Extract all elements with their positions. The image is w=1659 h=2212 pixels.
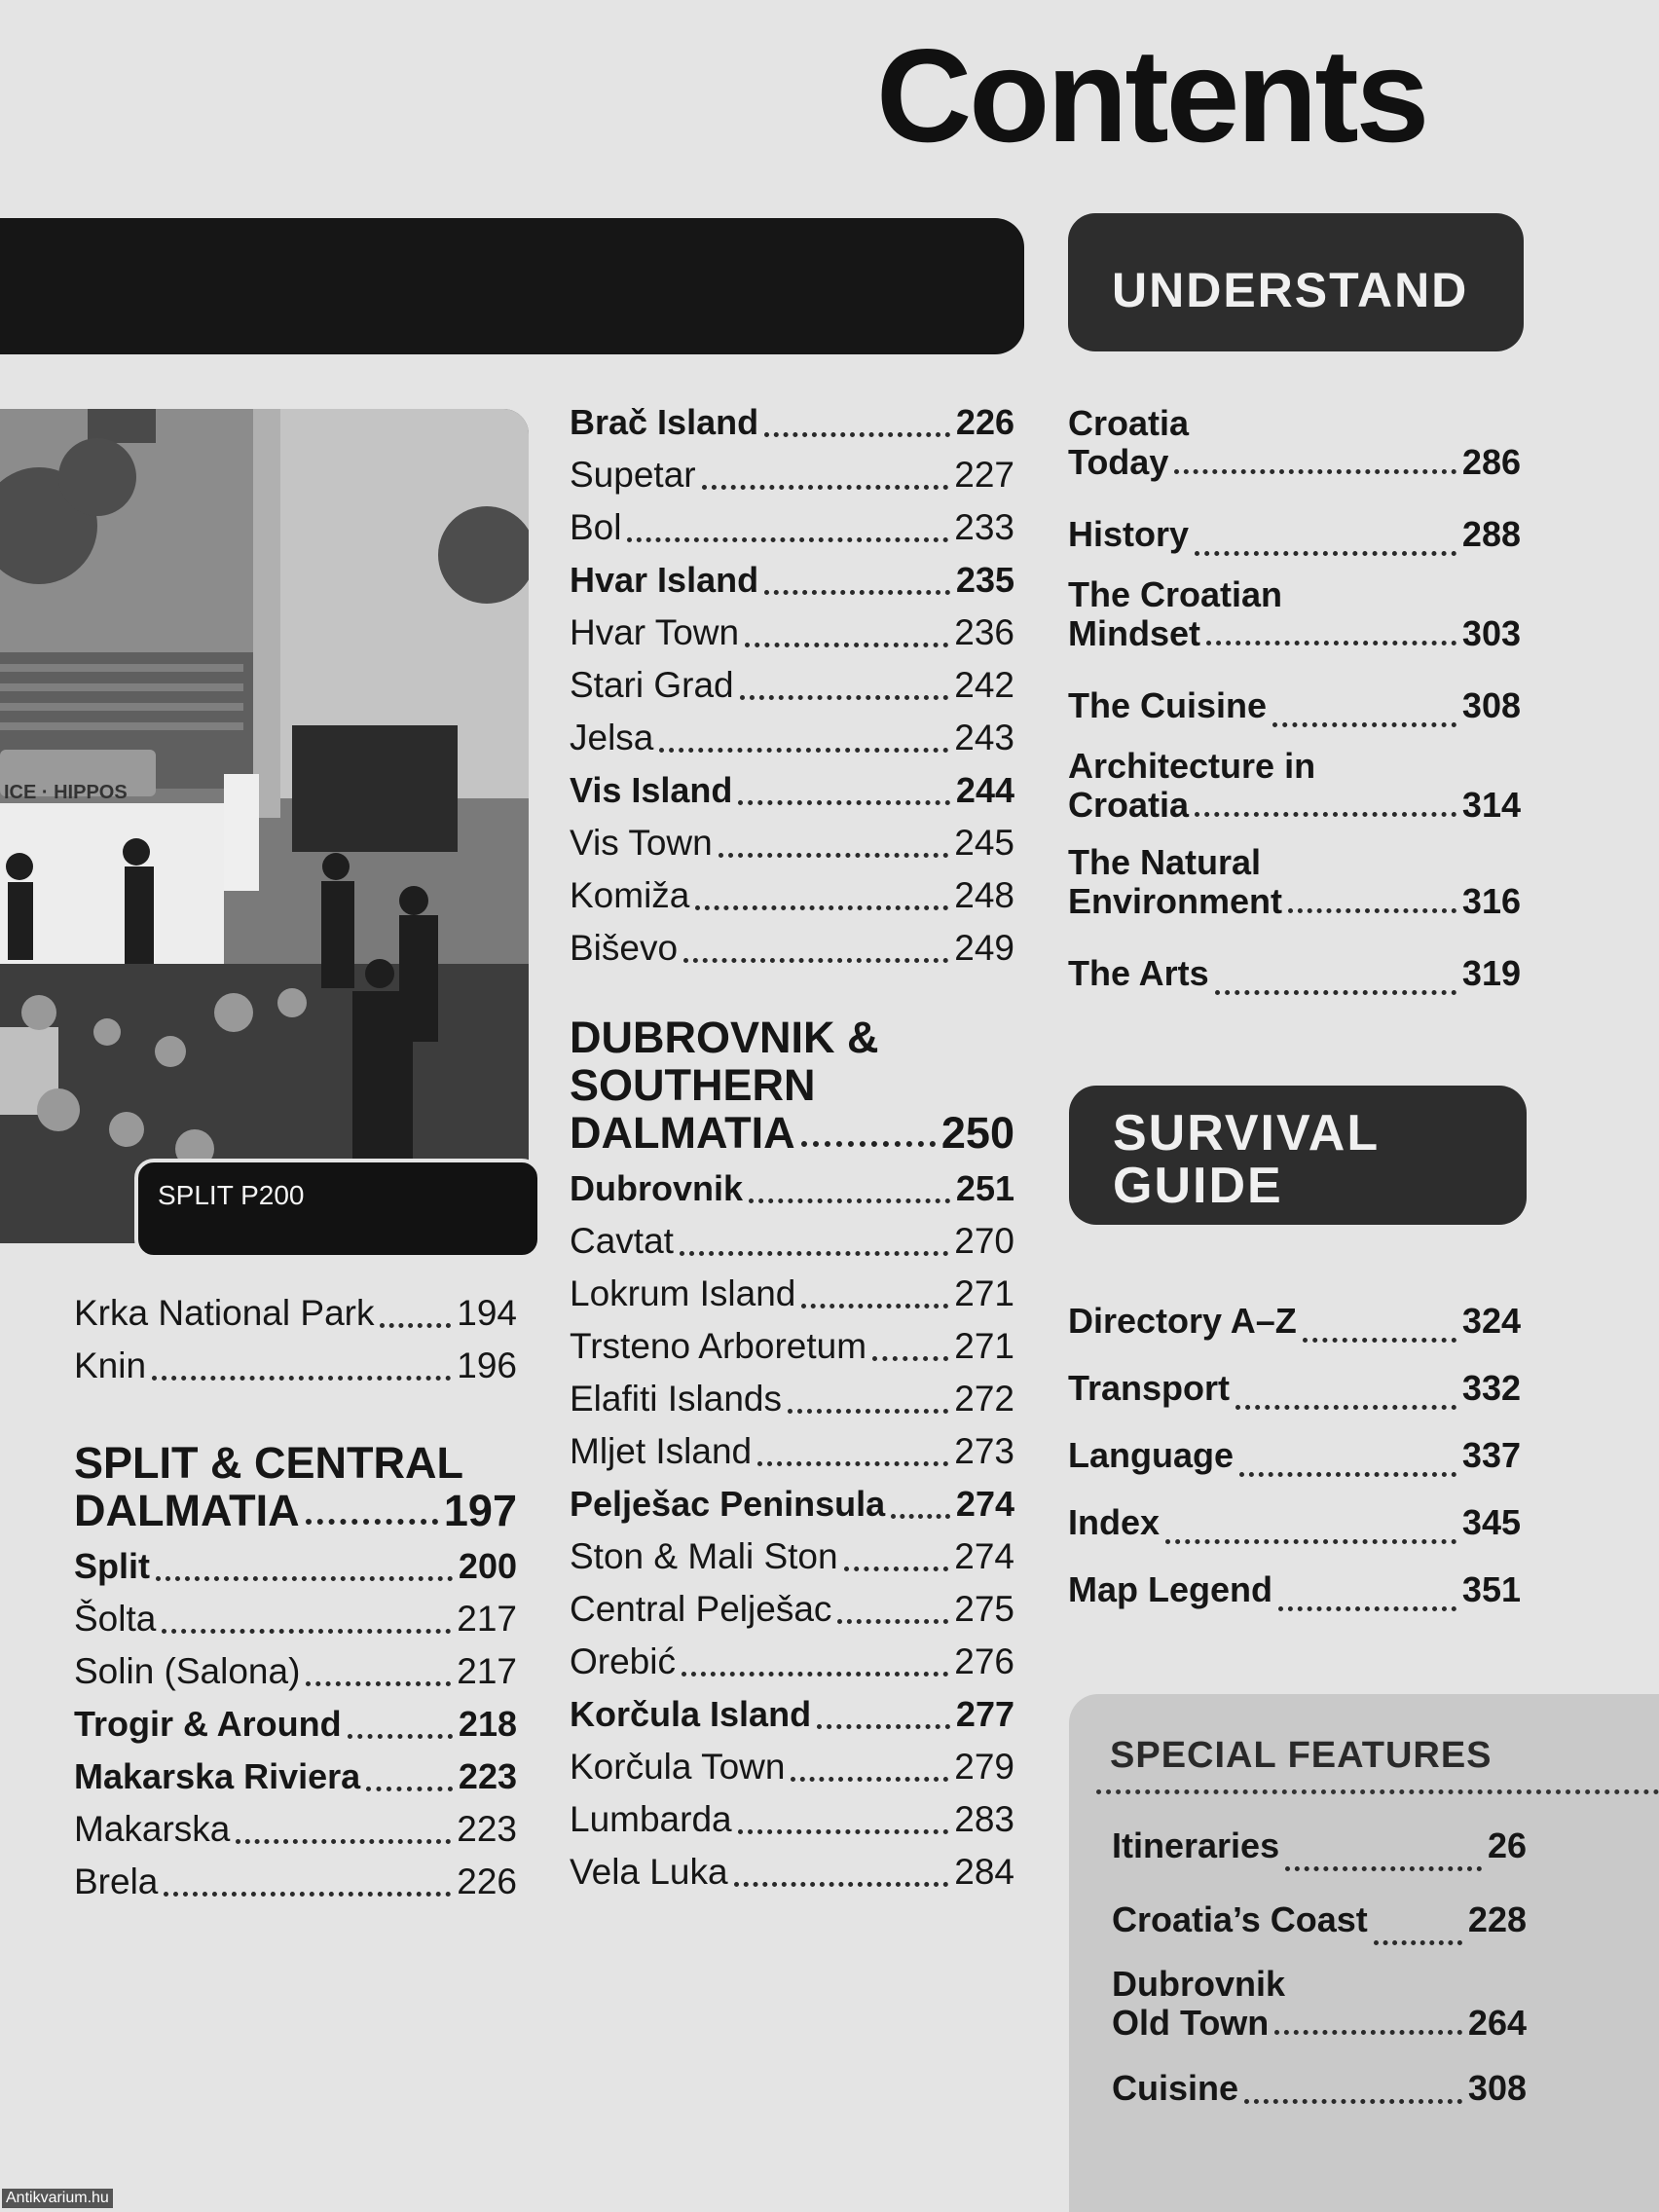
toc-entry-name: Orebić	[570, 1641, 676, 1681]
toc-entry[interactable]	[1068, 1556, 1521, 1623]
chapter-heading[interactable]	[570, 1014, 1014, 1157]
toc-entry-name: Komiža	[570, 875, 690, 915]
toc-entry[interactable]	[1068, 843, 1521, 921]
toc-entry[interactable]	[1112, 1965, 1527, 2043]
leader-dots	[757, 1461, 948, 1466]
leader-dots	[1239, 1472, 1456, 1477]
leader-dots	[164, 1892, 451, 1897]
toc-entry-page: 316	[1461, 881, 1521, 921]
toc-entry-name: Index	[1068, 1502, 1161, 1542]
toc-entry-name: Lumbarda	[570, 1799, 732, 1839]
toc-entry-page: 283	[954, 1799, 1014, 1839]
toc-entry-name: Old Town	[1112, 2003, 1270, 2043]
market-photo	[0, 409, 529, 1243]
toc-entry[interactable]	[1068, 1354, 1521, 1421]
leader-dots	[734, 1882, 949, 1887]
toc-entry-name: Croatia	[1068, 403, 1190, 443]
toc-entry-page: 226	[955, 402, 1014, 442]
toc-entry-page: 345	[1461, 1502, 1521, 1542]
leader-dots	[1195, 551, 1456, 556]
toc-entry-name: Language	[1068, 1435, 1235, 1475]
toc-entry[interactable]	[74, 1803, 517, 1856]
toc-entry-name: Supetar	[570, 455, 696, 495]
leader-dots	[801, 1141, 936, 1147]
leader-dots	[702, 485, 949, 490]
toc-entry-page: 223	[458, 1756, 517, 1796]
toc-entry-page: 244	[955, 770, 1014, 810]
special-features-title: SPECIAL FEATURES	[1110, 1735, 1493, 1776]
toc-entry-name: Krka National Park	[74, 1293, 375, 1333]
toc-entry[interactable]	[570, 1268, 1014, 1320]
toc-entry-page: 288	[1461, 514, 1521, 554]
leader-dots	[801, 1304, 948, 1309]
toc-entry-name: The Arts	[1068, 953, 1209, 993]
leader-dots	[1235, 1405, 1456, 1410]
chapter-heading-line: DALMATIA	[74, 1486, 300, 1535]
toc-entry-name: Pelješac Peninsula	[570, 1484, 886, 1524]
toc-entry-page: 242	[954, 665, 1014, 705]
toc-entry[interactable]	[74, 1751, 517, 1803]
leader-dots	[682, 1672, 948, 1677]
leader-dots	[1303, 1338, 1456, 1343]
leader-dots	[1288, 908, 1456, 913]
toc-entry-name: The Natural	[1068, 842, 1262, 882]
toc-entry-page: 332	[1461, 1368, 1521, 1408]
toc-entry[interactable]	[74, 1593, 517, 1645]
toc-entry-name: Mljet Island	[570, 1431, 753, 1471]
page-title: Contents	[876, 21, 1427, 169]
toc-entry[interactable]	[570, 1846, 1014, 1899]
leader-dots	[738, 800, 950, 805]
toc-entry[interactable]	[570, 869, 1014, 922]
toc-entry[interactable]	[570, 1583, 1014, 1636]
leader-dots	[740, 695, 949, 700]
toc-entry-name: Croatia’s Coast	[1112, 1899, 1368, 1939]
header-bar	[0, 218, 1024, 354]
toc-entry[interactable]	[570, 1688, 1014, 1741]
toc-entry-name: Itineraries	[1112, 1825, 1280, 1865]
understand-list	[1068, 396, 1521, 1007]
toc-entry-name: Vis Island	[570, 770, 733, 810]
leader-dots	[1215, 990, 1456, 995]
toc-entry-page: 277	[955, 1694, 1014, 1734]
toc-entry-name: Brač Island	[570, 402, 759, 442]
toc-entry-page: 227	[954, 455, 1014, 495]
toc-entry[interactable]	[1068, 1287, 1521, 1354]
leader-dots	[1285, 1866, 1482, 1871]
toc-entry[interactable]	[1068, 1489, 1521, 1556]
toc-entry-page: 308	[1467, 2068, 1527, 2108]
toc-entry-page: 196	[457, 1346, 517, 1385]
toc-entry[interactable]	[570, 554, 1014, 607]
toc-entry-page: 217	[457, 1651, 517, 1691]
toc-entry-page: 264	[1467, 2003, 1527, 2043]
toc-entry-page: 226	[457, 1862, 517, 1901]
toc-entry-page: 286	[1461, 442, 1521, 482]
leader-dots	[306, 1519, 438, 1525]
toc-entry[interactable]	[1068, 672, 1521, 739]
leader-dots	[1278, 1606, 1456, 1611]
toc-entry[interactable]	[74, 1340, 517, 1392]
survival-guide-list	[1068, 1287, 1521, 1623]
leader-dots	[872, 1356, 948, 1361]
leader-dots	[788, 1409, 948, 1414]
toc-entry-page: 279	[954, 1747, 1014, 1787]
toc-entry[interactable]	[1112, 1883, 1527, 1957]
leader-dots	[764, 590, 950, 595]
toc-entry-name: Jelsa	[570, 718, 654, 757]
leader-dots	[156, 1576, 453, 1581]
toc-entry[interactable]	[570, 764, 1014, 817]
toc-entry-page: 308	[1461, 685, 1521, 725]
toc-entry-name: Solin (Salona)	[74, 1651, 301, 1691]
section-header-understand: UNDERSTAND	[1068, 213, 1524, 351]
leader-dots	[844, 1567, 949, 1571]
toc-entry-page: 223	[457, 1809, 517, 1849]
toc-entry-page: 276	[954, 1641, 1014, 1681]
toc-entry-page: 324	[1461, 1301, 1521, 1341]
toc-entry-page: 200	[458, 1546, 517, 1586]
toc-entry-name: Cuisine	[1112, 2068, 1239, 2108]
toc-entry[interactable]	[570, 1793, 1014, 1846]
toc-entry-name: Knin	[74, 1346, 147, 1385]
toc-entry-name: Environment	[1068, 881, 1283, 921]
leader-dots	[627, 537, 948, 542]
toc-entry[interactable]	[74, 1856, 517, 1908]
toc-entry-name: Croatia	[1068, 785, 1190, 825]
toc-entry-name: Hvar Town	[570, 612, 740, 652]
chapter-heading-line: SPLIT & CENTRAL	[74, 1438, 463, 1488]
toc-entry-page: 249	[954, 928, 1014, 968]
chapter-heading-line: DUBROVNIK &	[570, 1013, 879, 1062]
toc-entry[interactable]	[570, 449, 1014, 501]
toc-entry[interactable]	[570, 659, 1014, 712]
leader-dots	[683, 958, 948, 963]
toc-entry[interactable]	[1112, 2061, 1527, 2116]
toc-entry-page: 251	[955, 1168, 1014, 1208]
leader-dots	[162, 1629, 451, 1634]
toc-entry-name: Biševo	[570, 928, 679, 968]
toc-entry[interactable]	[570, 607, 1014, 659]
chapter-heading-line: SOUTHERN	[570, 1060, 816, 1110]
toc-entry-name: Korčula Island	[570, 1694, 812, 1734]
toc-entry-page: 273	[954, 1431, 1014, 1471]
toc-entry[interactable]	[570, 1530, 1014, 1583]
toc-entry-page: 194	[457, 1293, 517, 1333]
toc-entry-name: Vela Luka	[570, 1852, 728, 1892]
chapter-heading-line: DALMATIA	[570, 1108, 795, 1158]
leader-dots	[745, 643, 948, 647]
leader-dots	[680, 1251, 948, 1256]
toc-entry[interactable]	[570, 1636, 1014, 1688]
leader-dots	[817, 1724, 950, 1729]
toc-entry-page: 248	[954, 875, 1014, 915]
toc-entry-name: Dubrovnik	[570, 1168, 744, 1208]
toc-entry-name: Architecture in	[1068, 746, 1316, 786]
leader-dots	[1195, 812, 1456, 817]
toc-entry[interactable]	[74, 1645, 517, 1698]
leader-dots	[749, 1198, 950, 1203]
watermark: Antikvarium.hu	[2, 2189, 113, 2208]
leader-dots	[659, 748, 948, 753]
toc-entry[interactable]	[570, 817, 1014, 869]
toc-entry-name: Directory A–Z	[1068, 1301, 1297, 1341]
chapter-heading[interactable]	[74, 1439, 517, 1534]
leader-dots	[1244, 2099, 1462, 2104]
toc-entry[interactable]	[1068, 940, 1521, 1007]
toc-entry-page: 236	[954, 612, 1014, 652]
toc-entry-name: Brela	[74, 1862, 159, 1901]
toc-entry-name: Lokrum Island	[570, 1273, 796, 1313]
toc-entry-name: Trogir & Around	[74, 1704, 342, 1744]
toc-entry[interactable]	[1112, 1809, 1527, 1883]
toc-entry-name: History	[1068, 514, 1190, 554]
dotted-divider	[1096, 1789, 1659, 1794]
toc-entry[interactable]	[570, 712, 1014, 764]
leader-dots	[236, 1839, 451, 1844]
photo-caption: SPLIT P200	[134, 1159, 541, 1259]
toc-entry-name: Elafiti Islands	[570, 1379, 782, 1419]
toc-entry-name: Trsteno Arboretum	[570, 1326, 867, 1366]
leader-dots	[1206, 641, 1456, 645]
toc-entry[interactable]	[74, 1287, 517, 1340]
toc-entry[interactable]	[570, 1478, 1014, 1530]
toc-entry-name: Split	[74, 1546, 150, 1586]
toc-entry-name: Mindset	[1068, 613, 1201, 653]
toc-entry[interactable]	[570, 1741, 1014, 1793]
toc-entry[interactable]	[570, 501, 1014, 554]
leader-dots	[695, 905, 948, 910]
toc-entry[interactable]	[570, 1215, 1014, 1268]
toc-entry-page: 319	[1461, 953, 1521, 993]
toc-entry[interactable]	[570, 1320, 1014, 1373]
contents-column-2	[570, 396, 1014, 1899]
toc-entry-page: 337	[1461, 1435, 1521, 1475]
toc-entry-page: 233	[954, 507, 1014, 547]
toc-entry-page: 284	[954, 1852, 1014, 1892]
toc-entry[interactable]	[1068, 575, 1521, 653]
toc-entry-name: Hvar Island	[570, 560, 759, 600]
toc-entry[interactable]	[1068, 1421, 1521, 1489]
toc-entry-name: Transport	[1068, 1368, 1231, 1408]
chapter-heading-page: 197	[443, 1486, 517, 1535]
toc-entry-name: Makarska Riviera	[74, 1756, 361, 1796]
toc-entry-name: Šolta	[74, 1599, 157, 1639]
toc-entry-name: Korčula Town	[570, 1747, 786, 1787]
chapter-heading-page: 250	[940, 1108, 1014, 1158]
toc-entry[interactable]	[1068, 747, 1521, 825]
toc-entry-name: Cavtat	[570, 1221, 674, 1261]
leader-dots	[380, 1323, 451, 1328]
leader-dots	[1274, 2030, 1462, 2035]
toc-entry-page: 314	[1461, 785, 1521, 825]
leader-dots	[306, 1681, 451, 1686]
toc-entry-page: 274	[955, 1484, 1014, 1524]
leader-dots	[366, 1787, 453, 1791]
toc-entry-name: Stari Grad	[570, 665, 734, 705]
toc-entry-name: The Croatian	[1068, 574, 1283, 614]
leader-dots	[837, 1619, 948, 1624]
leader-dots	[1165, 1539, 1456, 1544]
toc-entry[interactable]	[570, 396, 1014, 449]
leader-dots	[348, 1734, 453, 1739]
toc-entry-name: Dubrovnik	[1112, 1964, 1286, 2004]
toc-entry-page: 26	[1487, 1825, 1527, 1865]
toc-entry-page: 245	[954, 823, 1014, 863]
toc-entry-name: Map Legend	[1068, 1569, 1273, 1609]
section-header-survival-guide: SURVIVAL GUIDE	[1069, 1086, 1527, 1225]
toc-entry-name: Today	[1068, 442, 1169, 482]
toc-entry-name: The Cuisine	[1068, 685, 1268, 725]
toc-entry-page: 351	[1461, 1569, 1521, 1609]
leader-dots	[891, 1514, 950, 1519]
toc-entry-page: 228	[1467, 1899, 1527, 1939]
toc-entry-page: 271	[954, 1273, 1014, 1313]
toc-entry[interactable]	[570, 922, 1014, 975]
toc-entry-page: 218	[458, 1704, 517, 1744]
toc-entry-name: Bol	[570, 507, 622, 547]
toc-entry-page: 272	[954, 1379, 1014, 1419]
market-sign-text: ICE · HIPPOS	[4, 782, 128, 803]
toc-entry[interactable]	[1068, 500, 1521, 568]
leader-dots	[791, 1777, 948, 1782]
toc-entry-name: Makarska	[74, 1809, 231, 1849]
toc-entry[interactable]	[74, 1540, 517, 1593]
toc-entry-page: 235	[955, 560, 1014, 600]
toc-entry-name: Central Pelješac	[570, 1589, 832, 1629]
toc-entry-page: 217	[457, 1599, 517, 1639]
toc-entry-name: Ston & Mali Ston	[570, 1536, 838, 1576]
special-features-list	[1112, 1809, 1527, 2116]
leader-dots	[152, 1376, 451, 1381]
toc-entry[interactable]	[1068, 404, 1521, 482]
toc-entry-page: 243	[954, 718, 1014, 757]
leader-dots	[1374, 1940, 1462, 1945]
toc-entry-page: 274	[954, 1536, 1014, 1576]
toc-entry[interactable]	[570, 1425, 1014, 1478]
toc-entry[interactable]	[570, 1373, 1014, 1425]
toc-entry[interactable]	[570, 1162, 1014, 1215]
toc-entry-page: 271	[954, 1326, 1014, 1366]
leader-dots	[719, 853, 949, 858]
leader-dots	[738, 1829, 949, 1834]
leader-dots	[1272, 722, 1456, 727]
toc-entry-page: 303	[1461, 613, 1521, 653]
leader-dots	[764, 432, 950, 437]
toc-entry-page: 275	[954, 1589, 1014, 1629]
toc-entry-name: Vis Town	[570, 823, 713, 863]
toc-entry-page: 270	[954, 1221, 1014, 1261]
leader-dots	[1174, 469, 1456, 474]
toc-entry[interactable]	[74, 1698, 517, 1751]
contents-column-1	[74, 1287, 517, 1908]
